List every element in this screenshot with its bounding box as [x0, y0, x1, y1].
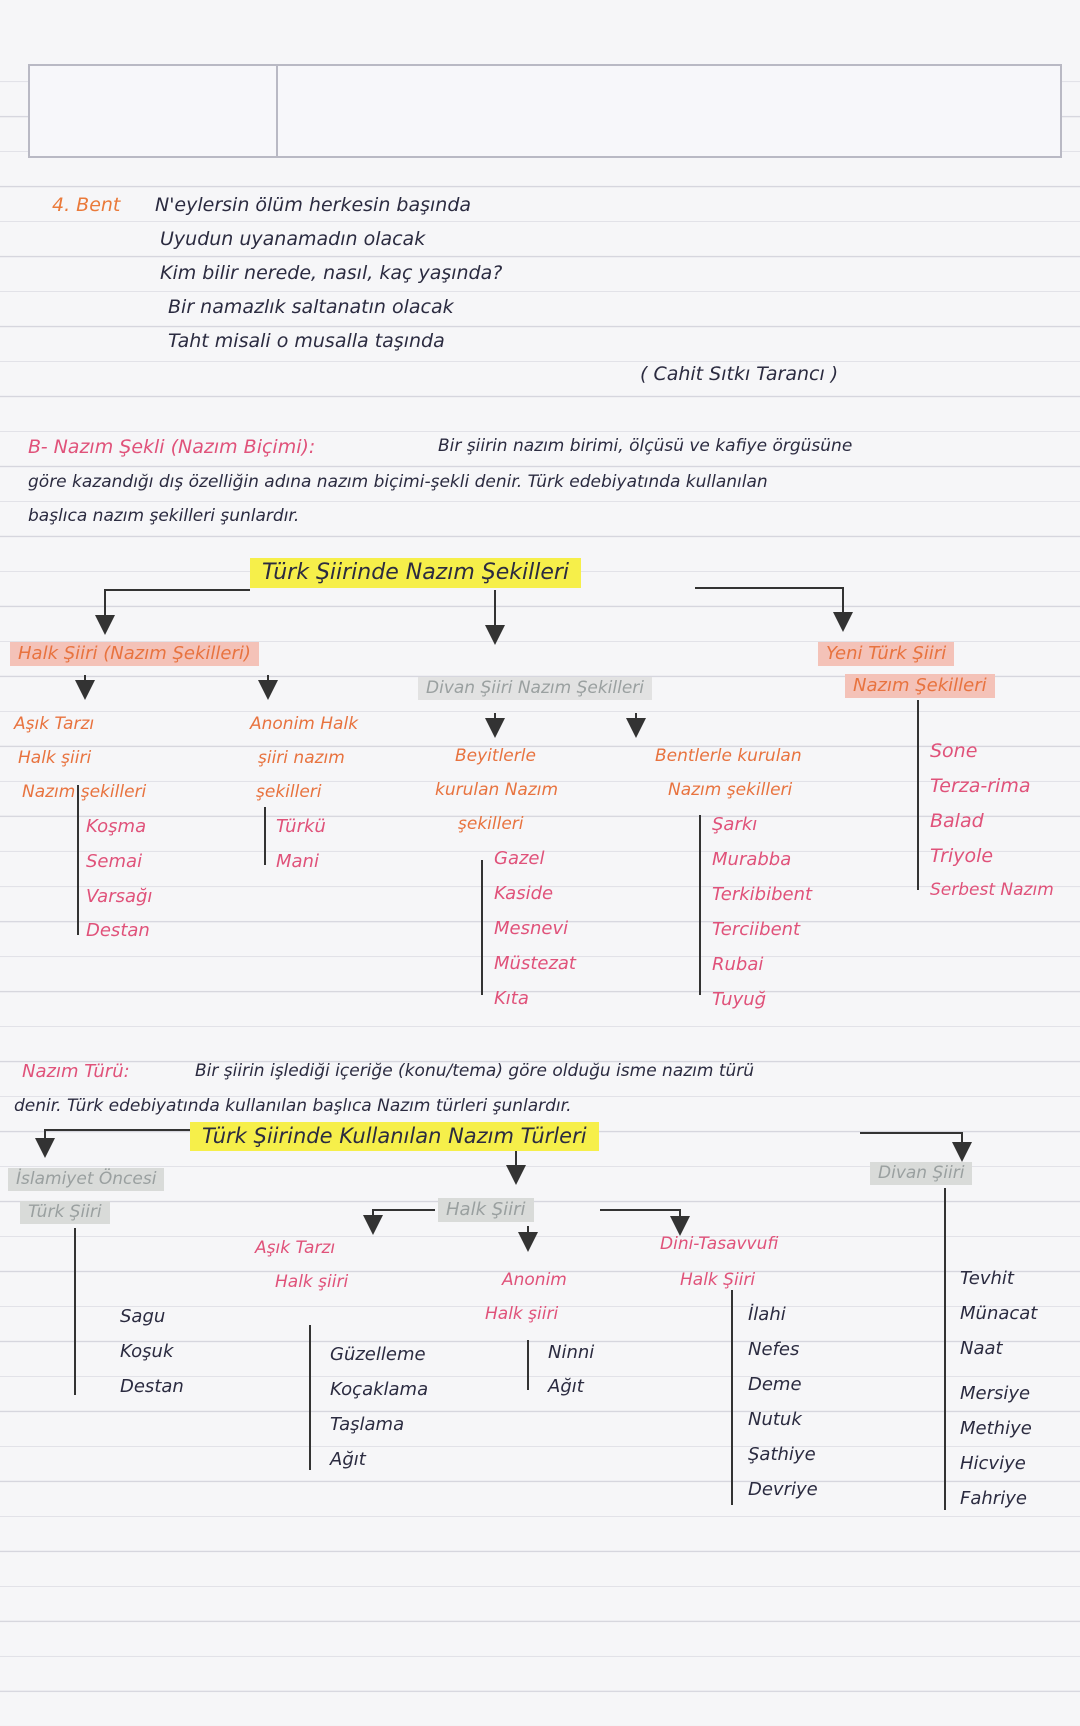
asik-types-label-2: Halk şiiri — [275, 1272, 349, 1292]
bent-item: Rubai — [712, 954, 764, 975]
yeni-shapes-title-2: Nazım Şekilleri — [845, 674, 995, 698]
dini-item: Nutuk — [748, 1409, 802, 1430]
poem-line-2: Uyudun uyanamadın olacak — [160, 228, 426, 250]
bent-item: Murabba — [712, 849, 792, 870]
dini-item: İlahi — [748, 1304, 786, 1325]
poem-author: ( Cahit Sıtkı Tarancı ) — [640, 363, 839, 385]
section-types-heading: Nazım Türü: — [22, 1061, 130, 1082]
poem-line-1: N'eylersin ölüm herkesin başında — [155, 194, 472, 216]
asik-type-item: Ağıt — [330, 1449, 366, 1470]
divan-type-item: Hicviye — [960, 1453, 1026, 1474]
islam-item: Koşuk — [120, 1341, 174, 1362]
poem-line-4: Bir namazlık saltanatın olacak — [168, 296, 454, 318]
bent-item: Şarkı — [712, 814, 758, 835]
asik-type-item: Güzelleme — [330, 1344, 426, 1365]
poem-label: 4. Bent — [52, 194, 121, 216]
asik-shape-item: Varsağı — [86, 886, 153, 907]
asik-shapes-label-1: Aşık Tarzı — [14, 714, 95, 734]
anonim-type-item: Ninni — [548, 1342, 595, 1363]
islam-item: Sagu — [120, 1306, 166, 1327]
bent-label-2: Nazım şekilleri — [668, 780, 793, 800]
anonim-shapes-label-1: Anonim Halk — [250, 714, 359, 734]
dini-label-2: Halk Şiiri — [680, 1270, 756, 1290]
yeni-item: Serbest Nazım — [930, 880, 1054, 900]
dini-item: Devriye — [748, 1479, 818, 1500]
types-title: Türk Şiirinde Kullanılan Nazım Türleri — [190, 1122, 599, 1151]
shapes-title: Türk Şiirinde Nazım Şekilleri — [250, 558, 581, 588]
yeni-item: Sone — [930, 740, 978, 762]
poem-line-5: Taht misali o musalla taşında — [168, 330, 445, 352]
islam-title-2: Türk Şiiri — [20, 1201, 110, 1224]
asik-shape-item: Koşma — [86, 816, 147, 837]
beyit-label-1: Beyitlerle — [455, 746, 536, 766]
section-b-text-1: Bir şiirin nazım birimi, ölçüsü ve kafiye örgüsüne — [438, 436, 853, 456]
beyit-item: Mesnevi — [494, 918, 569, 939]
anonim-shape-item: Mani — [276, 851, 319, 872]
section-b-text-2: göre kazandığı dış özelliğin adına nazım biçimi-şekli denir. Türk edebiyatında kullanılan — [28, 472, 768, 492]
divan-type-item: Naat — [960, 1338, 1003, 1359]
divan-type-item: Münacat — [960, 1303, 1038, 1324]
dini-item: Deme — [748, 1374, 802, 1395]
divan-types-title: Divan Şiiri — [870, 1162, 972, 1185]
divan-type-item: Fahriye — [960, 1488, 1027, 1509]
poem-line-3: Kim bilir nerede, nasıl, kaç yaşında? — [160, 262, 503, 284]
section-types-text-1: Bir şiirin işlediği içeriğe (konu/tema) göre olduğu isme nazım türü — [195, 1061, 755, 1081]
divan-type-item: Methiye — [960, 1418, 1032, 1439]
islam-item: Destan — [120, 1376, 184, 1397]
islam-title-1: İslamiyet Öncesi — [8, 1168, 164, 1191]
divan-type-item: Mersiye — [960, 1383, 1031, 1404]
anonim-shapes-label-3: şekilleri — [256, 782, 322, 802]
divan-type-item: Tevhit — [960, 1268, 1014, 1289]
beyit-item: Müstezat — [494, 953, 576, 974]
beyit-label-2: kurulan Nazım — [435, 780, 559, 800]
beyit-item: Kaside — [494, 883, 554, 904]
asik-type-item: Taşlama — [330, 1414, 405, 1435]
beyit-item: Kıta — [494, 988, 529, 1009]
bent-item: Terkibibent — [712, 884, 813, 905]
yeni-item: Triyole — [930, 845, 994, 867]
section-b-text-3: başlıca nazım şekilleri şunlardır. — [28, 506, 300, 526]
beyit-label-3: şekilleri — [458, 814, 524, 834]
yeni-item: Terza-rima — [930, 775, 1031, 797]
anonim-types-label-1: Anonim — [502, 1270, 567, 1290]
yeni-item: Balad — [930, 810, 984, 832]
asik-shapes-label-3: Nazım şekilleri — [22, 782, 147, 802]
section-types-text-2: denir. Türk edebiyatında kullanılan başlıca Nazım türleri şunlardır. — [14, 1096, 572, 1116]
bent-item: Tuyuğ — [712, 989, 767, 1010]
asik-types-label-1: Aşık Tarzı — [255, 1238, 336, 1258]
beyit-item: Gazel — [494, 848, 545, 869]
divan-shapes-title: Divan Şiiri Nazım Şekilleri — [418, 677, 652, 700]
bent-item: Terciibent — [712, 919, 801, 940]
halk-types-title: Halk Şiiri — [438, 1198, 534, 1222]
dini-item: Şathiye — [748, 1444, 816, 1465]
bent-label-1: Bentlerle kurulan — [655, 746, 802, 766]
anonim-type-item: Ağıt — [548, 1376, 584, 1397]
asik-shape-item: Destan — [86, 920, 150, 941]
dini-item: Nefes — [748, 1339, 800, 1360]
yeni-shapes-title-1: Yeni Türk Şiiri — [818, 642, 954, 666]
asik-type-item: Koçaklama — [330, 1379, 429, 1400]
anonim-types-label-2: Halk şiiri — [485, 1304, 559, 1324]
section-b-heading: B- Nazım Şekli (Nazım Biçimi): — [28, 436, 316, 458]
asik-shape-item: Semai — [86, 851, 143, 872]
asik-shapes-label-2: Halk şiiri — [18, 748, 92, 768]
halk-shapes-title: Halk Şiiri (Nazım Şekilleri) — [10, 642, 259, 666]
dini-label-1: Dini-Tasavvufi — [660, 1234, 779, 1254]
anonim-shapes-label-2: şiiri nazım — [258, 748, 345, 768]
anonim-shape-item: Türkü — [276, 816, 326, 837]
